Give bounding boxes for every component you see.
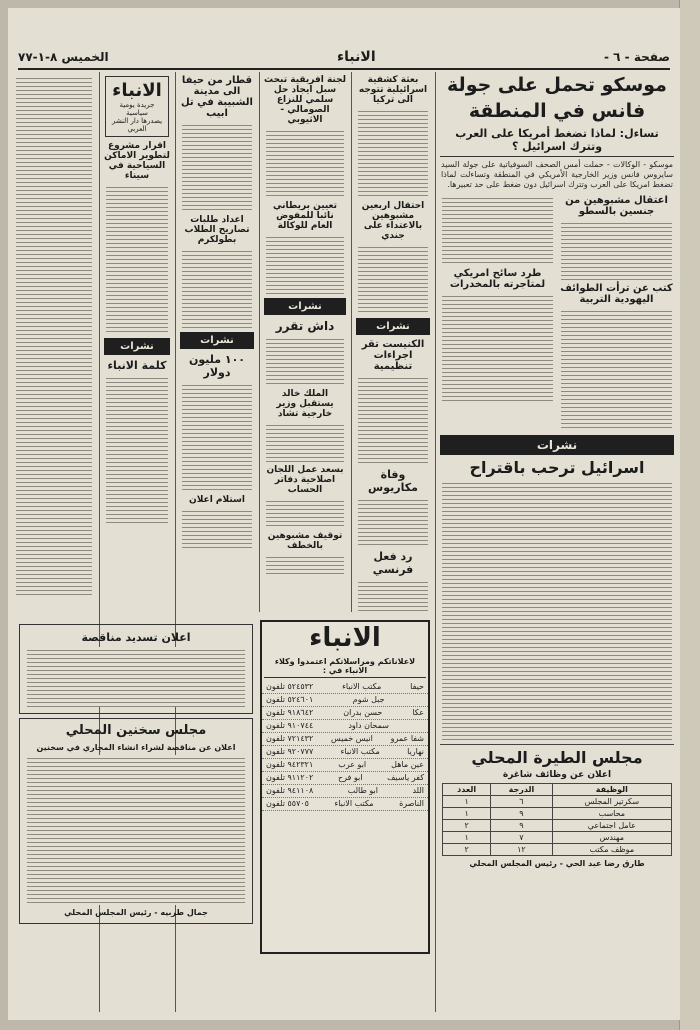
article-text (358, 579, 428, 612)
agent-phone: ٩١٨٦٤٢ تلفون (266, 708, 314, 717)
article-text (442, 195, 553, 265)
column-rule (435, 72, 436, 1012)
agent-city: الناصرة (399, 799, 424, 808)
page-header (18, 46, 670, 70)
table-row (443, 820, 672, 832)
notice-title: اعلان تسديد مناقصة (81, 631, 191, 644)
news-banner: نشرات (104, 338, 170, 355)
table-cell: ٩ (491, 808, 552, 820)
article-text (266, 498, 344, 528)
agent-agent: مكتب الانباء (342, 682, 382, 691)
table-cell: ٦ (491, 796, 552, 808)
agent-row (262, 785, 428, 798)
story-headline: توقيف مشبوهين بالخطف (267, 531, 343, 551)
ad-intro: لاعلاناتكم ومراسلاتكم اعتمدوا وكلاء الانباء في : (264, 657, 426, 678)
story-headline: اسرائيل ترحب باقتراح (469, 458, 645, 477)
story-headline: داش تقرر (275, 319, 335, 333)
table-row (443, 796, 672, 808)
story-headline: اقرار مشروع لتطوير الاماكن السياحية في سيناء (104, 141, 170, 181)
table-row (443, 844, 672, 856)
table-cell: ٢ (443, 820, 491, 832)
agent-phone: ٥٢٤٥٣٢ تلفون (266, 682, 314, 691)
article-text (358, 244, 428, 314)
table-cell: محاسب (552, 808, 671, 820)
story-headline: احتقال اربعين مشبوهين بالاعتداء على جندي (361, 201, 425, 241)
column-rule (351, 72, 352, 612)
article-text (106, 375, 168, 525)
article-text (182, 382, 252, 492)
story-headline: كلمة الانباء (107, 359, 167, 372)
news-banner: نشرات (180, 332, 254, 349)
table-header-cell: الوظيفة (552, 784, 671, 796)
agent-row (262, 681, 428, 694)
agent-row (262, 759, 428, 772)
council-signature: طارق رضا عبد الحي - رئيس المجلس المحلي (469, 859, 645, 868)
table-cell: ٧ (491, 832, 552, 844)
story-headline: كتب عن ترأت الطوائف اليهودية التربية (560, 283, 673, 305)
column-rule (259, 72, 260, 612)
table-header-cell: الدرجة (491, 784, 552, 796)
notices-area (16, 620, 256, 950)
table-cell: موظف مكتب (552, 844, 671, 856)
article-text (266, 234, 344, 294)
page-number: صفحة - ٦ - (604, 50, 670, 64)
story-headline: استلام اعلان (189, 495, 245, 505)
agent-row (262, 798, 428, 811)
agent-agent: مكتب الانباء (334, 799, 374, 808)
article-text (442, 293, 553, 403)
table-cell: مهندس (552, 832, 671, 844)
agent-phone: ٩٤١١٠٨ تلفون (266, 786, 314, 795)
agent-city: كفر ياسيف (387, 773, 424, 782)
article-text (358, 375, 428, 465)
article-text (106, 184, 168, 334)
story-headline: ١٠٠ مليون دولار (188, 353, 246, 379)
agent-phone: ٩٢٠٧٧٧ تلفون (266, 747, 314, 756)
column-mid-left (262, 72, 348, 612)
ad-masthead: الانباء (309, 623, 381, 653)
notice-text (27, 755, 245, 905)
article-text (182, 122, 252, 212)
masthead: الانباء (112, 80, 162, 101)
agent-row (262, 720, 428, 733)
article-text (182, 248, 252, 328)
story-headline: طرد سائح امريكي لمتاجرته بالمخدرات (449, 268, 546, 290)
agent-row (262, 694, 428, 707)
sub-headline: تساءل: لماذا تضغط أمريكا على العرب وتترك اسرائيل ؟ (440, 127, 674, 157)
agent-row (262, 746, 428, 759)
divider (440, 744, 674, 745)
notice-title: مجلس سخنين المحلي (65, 723, 207, 738)
article-text (266, 128, 344, 198)
table-cell: ٩ (491, 820, 552, 832)
story-headline: قطار من حيفا الى مدينة الشبيبة في تل ابيب (181, 75, 253, 119)
news-banner: نشرات (264, 298, 346, 315)
agent-agent: ابو فرح (337, 773, 363, 782)
table-row (443, 808, 672, 820)
agent-phone: ٩١٠٧٤٤ تلفون (266, 721, 314, 730)
agent-city: شفا عمرو (390, 734, 424, 743)
article-text (266, 422, 344, 462)
agent-phone: ٩١١٢٠٢ تلفون (266, 773, 314, 782)
newspaper-page (8, 8, 680, 1020)
story-headline: بعثة كشفية اسرائيلية تتوجه الى تركيا (358, 75, 428, 105)
table-cell: ١ (443, 796, 491, 808)
agent-agent: جبل شوم (352, 695, 385, 704)
story-headline: لجنة افريقية تبحث سبل ايجاد حل سلمي للنزاع الصومالي - الاثيوبي (264, 75, 346, 125)
agent-phone: ٩٤٢٣٢١ تلفون (266, 760, 314, 769)
agent-city: عكا (412, 708, 424, 717)
article-text (442, 480, 672, 740)
agent-city: اللد (412, 786, 424, 795)
column-left (102, 72, 172, 612)
agent-agent: انيس خميس (331, 734, 373, 743)
table-cell: عامل اجتماعي (552, 820, 671, 832)
article-text (561, 220, 672, 280)
story-headline: الملك خالد يستقبل وزير خارجية تشاد (276, 389, 334, 419)
story-headline: اعتقال مشبوهين من جنسين بالسطو (565, 195, 668, 217)
table-header-cell: العدد (443, 784, 491, 796)
council-title: مجلس الطيرة المحلي (471, 748, 643, 767)
agents-ad-box (260, 620, 430, 954)
article-text (182, 508, 252, 548)
article-text (16, 75, 92, 595)
column-right (438, 72, 676, 1012)
article-text (561, 308, 672, 428)
story-headline: الكنيست تقر اجراءات تنظيمية (361, 339, 425, 372)
agent-list (262, 681, 428, 811)
agent-city: عين ماهل (391, 760, 424, 769)
masthead-detail: يصدرها دار النشر العربي (111, 117, 163, 133)
agent-row (262, 707, 428, 720)
notice-box (19, 624, 253, 714)
agent-agent: مكتب الانباء (340, 747, 380, 756)
story-headline: وفاة مكاريوس (368, 468, 418, 494)
table-cell: ٢ (443, 844, 491, 856)
table-row (443, 832, 672, 844)
story-headline: تعيين بريطاني نائبا للمفوض العام للوكالة (272, 201, 338, 231)
masthead-box (105, 76, 169, 137)
agent-city: حيفا (410, 682, 424, 691)
notice-text (27, 647, 245, 707)
vacancy-table (442, 783, 672, 856)
story-headline: اعداد طلبات تصاريح الطلاب بطولكرم (184, 215, 250, 245)
council-subtitle: اعلان عن وظائف شاغرة (502, 770, 612, 780)
article-text (358, 497, 428, 547)
agent-agent: سمحان داود (348, 721, 389, 730)
column-far-left (12, 72, 96, 612)
agent-agent: حسن بدران (343, 708, 383, 717)
lead-text: موسكو - الوكالات - حملت أمس الصحف السوفياتية على جولة السيد سايروس فانس وزير الخارجية الأمريكي في المنطقة وتساءلت لماذا تضغط امريكا على العرب وتترك اسرائيل دون ضغط على حد تعبيرها. (441, 160, 673, 189)
table-cell: ١ (443, 832, 491, 844)
news-banner: نشرات (440, 435, 674, 455)
date-line: الخميس ٨-١-٧٧ (18, 50, 109, 64)
story-headline: رد فعل فرنسي (372, 550, 414, 576)
notice-subtitle: اعلان عن مناقصة لشراء انشاء المجاري في سخنين (36, 743, 236, 752)
paper-name: الانباء (337, 49, 376, 65)
main-headline: موسكو تحمل على جولة فانس في المنطقة (447, 74, 667, 122)
story-headline: بسعد عمل اللجان اصلاحية دفاتر الحساب (266, 465, 344, 495)
page-edge (679, 0, 700, 1030)
table-cell: سكرتير المجلس (552, 796, 671, 808)
agent-row (262, 733, 428, 746)
news-banner: نشرات (356, 318, 430, 335)
article-text (266, 336, 344, 386)
agent-row (262, 772, 428, 785)
notice-box (19, 718, 253, 924)
agent-agent: ابو عرب (338, 760, 367, 769)
masthead-subtitle: جريدة يومية سياسية (119, 101, 155, 117)
article-text (266, 554, 344, 574)
notice-signature: جمال طربيه - رئيس المجلس المحلي (64, 908, 208, 917)
agent-phone: ٥٢٤٦٠١ تلفون (266, 695, 314, 704)
table-cell: ١٢ (491, 844, 552, 856)
column-mid-right (354, 72, 432, 612)
table-cell: ١ (443, 808, 491, 820)
agent-city: نهاريا (407, 747, 424, 756)
agent-agent: ابو طالب (347, 786, 378, 795)
agent-phone: ٥٥٧٠٥ تلفون (266, 799, 309, 808)
agent-phone: ٧٢١٤٣٢ تلفون (266, 734, 314, 743)
article-text (358, 108, 428, 198)
